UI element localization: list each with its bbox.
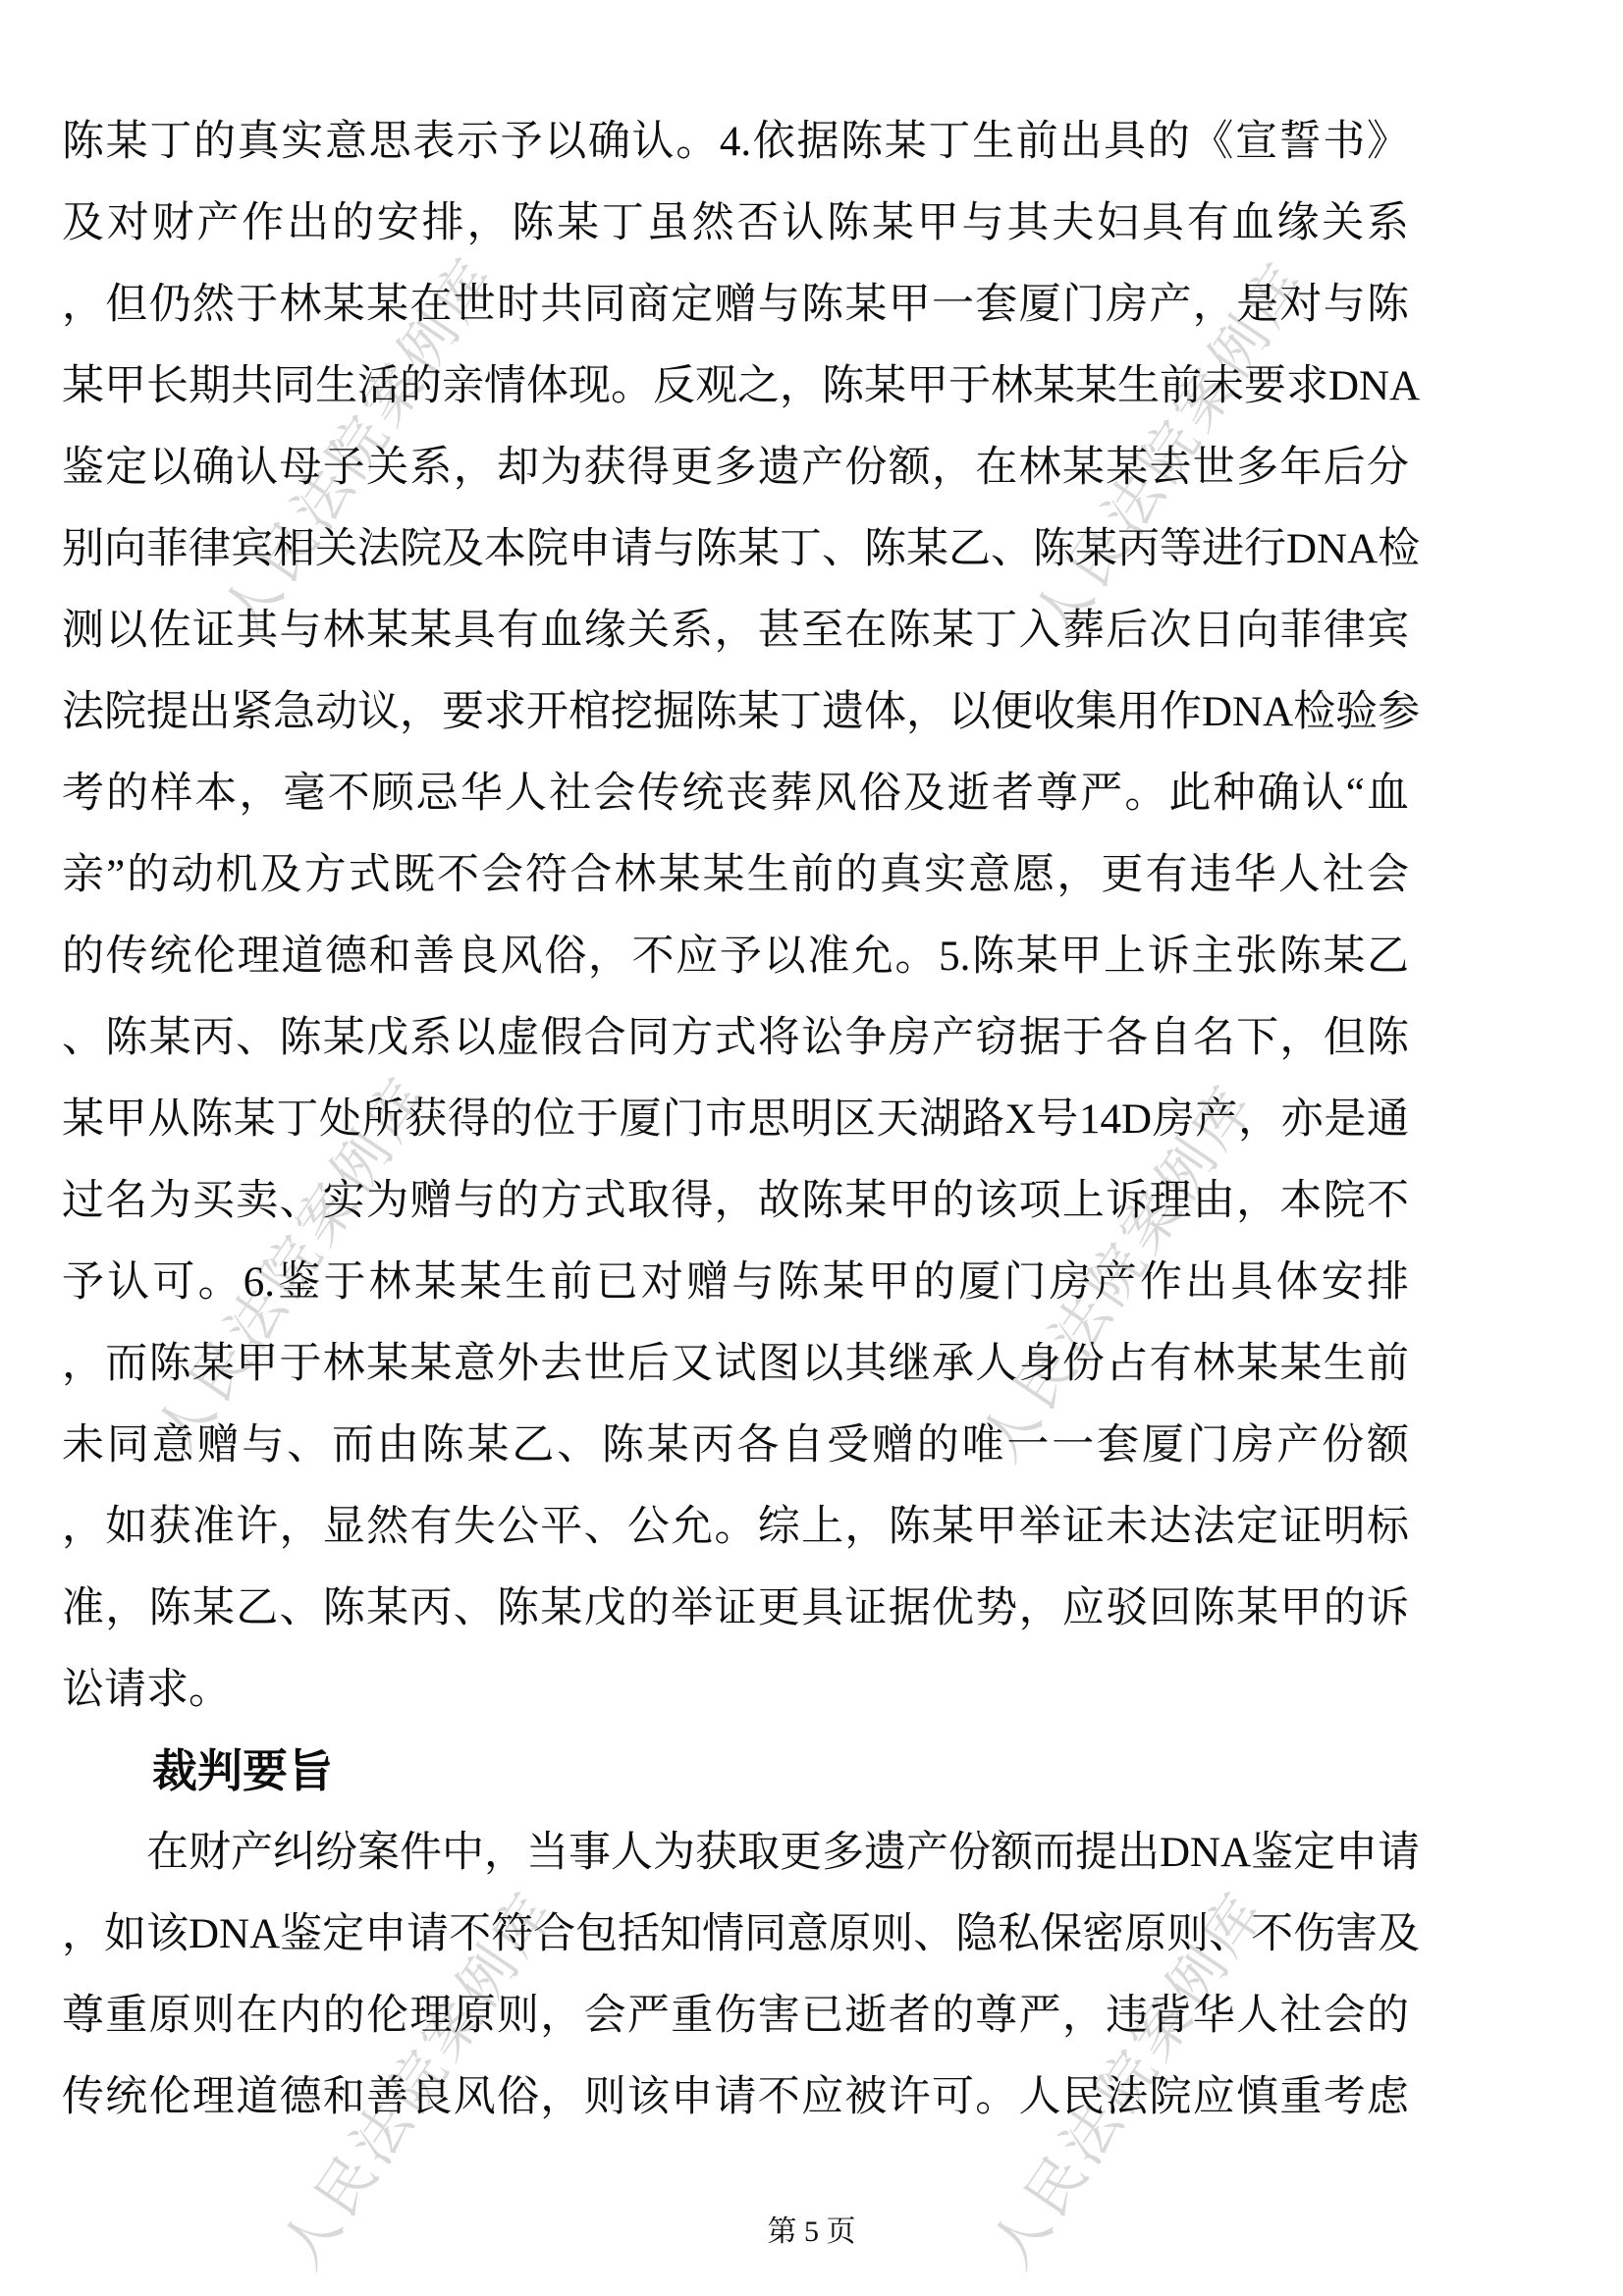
text-line: 在财产纠纷案件中，当事人为获取更多遗产份额而提出DNA鉴定申请 (62, 1830, 1421, 1876)
text-line: 的传统伦理道德和善良风俗，不应予以准允。5.陈某甲上诉主张陈某乙 (62, 934, 1409, 980)
text-line: 准，陈某乙、陈某丙、陈某戊的举证更具证据优势，应驳回陈某甲的诉 (62, 1585, 1409, 1631)
text-line: ，而陈某甲于林某某意外去世后又试图以其继承人身份占有林某某生前 (62, 1341, 1409, 1387)
text-line: 陈某丁的真实意思表示予以确认。4.依据陈某丁生前出具的《宣誓书》 (62, 119, 1409, 165)
text-line: 亲”的动机及方式既不会符合林某某生前的真实意愿，更有违华人社会 (62, 852, 1409, 898)
text-line: 过名为买卖、实为赠与的方式取得，故陈某甲的该项上诉理由，本院不 (62, 1178, 1409, 1224)
watermark-text: 人民法院案例库 (968, 1072, 1268, 1472)
text-line: 某甲长期共同生活的亲情体现。反观之，陈某甲于林某某生前未要求DNA (62, 363, 1421, 409)
text-line: 鉴定以确认母子关系，却为获得更多遗产份额，在林某某去世多年后分 (62, 445, 1409, 491)
text-line: 法院提出紧急动议，要求开棺挖掘陈某丁遗体，以便收集用作DNA检验参 (62, 689, 1421, 735)
text-line: ，但仍然于林某某在世时共同商定赠与陈某甲一套厦门房产，是对与陈 (62, 282, 1409, 328)
text-line: 未同意赠与、而由陈某乙、陈某丙各自受赠的唯一一套厦门房产份额 (62, 1422, 1409, 1468)
text-line: 某甲从陈某丁处所获得的位于厦门市思明区天湖路X号14D房产，亦是通 (62, 1096, 1409, 1143)
text-line: 及对财产作出的安排，陈某丁虽然否认陈某甲与其夫妇具有血缘关系 (62, 200, 1409, 246)
text-line: 、陈某丙、陈某戊系以虚假合同方式将讼争房产窃据于各自名下，但陈 (62, 1015, 1409, 1061)
text-line: 别向菲律宾相关法院及本院申请与陈某丁、陈某乙、陈某丙等进行DNA检 (62, 526, 1421, 572)
document-body (62, 101, 1421, 2138)
watermark-text: 人民法院案例库 (1021, 249, 1321, 650)
watermark-text: 人民法院案例库 (210, 244, 510, 645)
watermark-text: 人民法院案例库 (979, 1879, 1278, 2279)
text-line: 传统伦理道德和善良风俗，则该申请不应被许可。人民法院应慎重考虑 (62, 2074, 1409, 2120)
text-line: 予认可。6.鉴于林某某生前已对赠与陈某甲的厦门房产作出具体安排 (62, 1259, 1409, 1306)
text-line: 讼请求。 (62, 1667, 231, 1713)
text-line: 尊重原则在内的伦理原则，会严重伤害已逝者的尊严，违背华人社会的 (62, 1993, 1409, 2039)
text-line: ，如该DNA鉴定申请不符合包括知情同意原则、隐私保密原则、不伤害及 (62, 1911, 1421, 1957)
section-heading: 裁判要旨 (62, 1745, 333, 1796)
watermark-text: 人民法院案例库 (269, 1879, 568, 2279)
text-line: ，如获准许，显然有失公平、公允。综上，陈某甲举证未达法定证明标 (62, 1504, 1409, 1550)
page-number: 第 5 页 (767, 2216, 856, 2248)
text-line: 考的样本，毫不顾忌华人社会传统丧葬风俗及逝者尊严。此种确认“血 (62, 771, 1409, 817)
watermark-text: 人民法院案例库 (143, 1064, 443, 1465)
text-line: 测以佐证其与林某某具有血缘关系，甚至在陈某丁入葬后次日向菲律宾 (62, 608, 1409, 654)
